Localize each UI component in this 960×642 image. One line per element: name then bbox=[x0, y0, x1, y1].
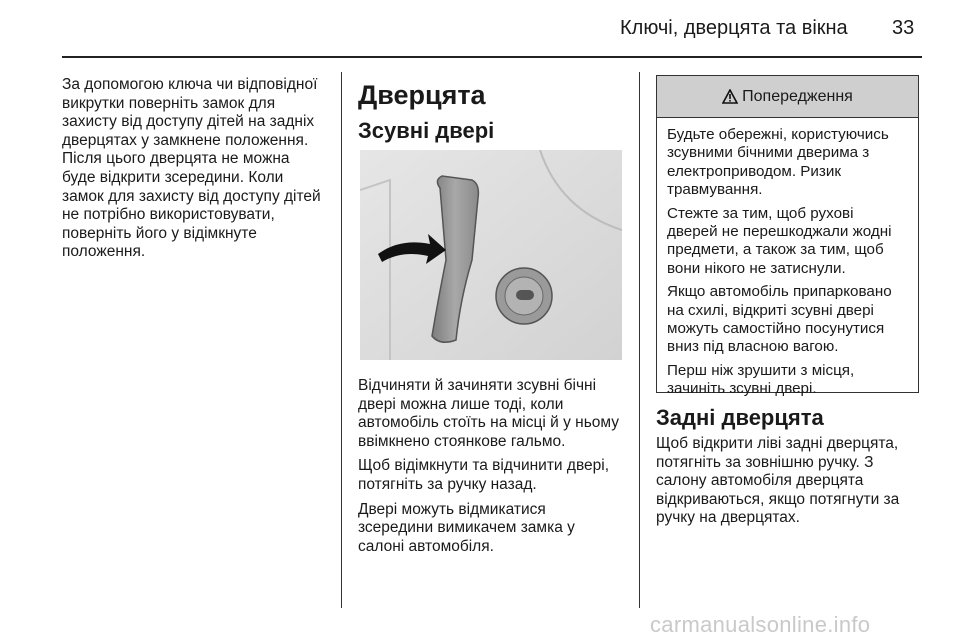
heading-rear-doors: Задні дверцята bbox=[656, 405, 824, 430]
warning-triangle-icon bbox=[722, 89, 738, 104]
middle-column-headings bbox=[358, 80, 633, 144]
warning-paragraph-2: Стежте за тим, щоб рухові дверей не перешкоджали жодні предмети, а також за тим, щоб вони нікого не затиснули. bbox=[667, 204, 892, 277]
left-column bbox=[62, 76, 337, 268]
sliding-door-paragraph-3: Двері можуть відмикатися зсередини вимикачем замка у салоні автомобіля. bbox=[358, 500, 575, 555]
column-divider-right bbox=[639, 72, 640, 608]
sliding-door-paragraph-2: Щоб відімкнути та відчинити двері, потягніть за ручку назад. bbox=[358, 457, 609, 493]
section-heading-doors: Дверцята bbox=[358, 80, 486, 110]
warning-header bbox=[657, 76, 918, 118]
sliding-door-paragraph-1: Відчиняти й зачиняти зсувні бічні двері можна лише тоді, коли автомобіль стоїть на місці й у ньому ввімкнено стоянкове гальмо. bbox=[358, 377, 619, 450]
warning-title: Попередження bbox=[742, 87, 853, 105]
child-lock-paragraph: За допомогою ключа чи відповідної викрутки поверніть замок для захисту від доступу дітей на задніх дверцятах у замкнене положення. Після цього дверцята не можна буде відкрити зсередини. Коли замок для захисту від доступу дітей не потрібно використовувати, поверніть його у відімкнуте положення. bbox=[62, 76, 321, 261]
page-number: 33 bbox=[892, 17, 915, 39]
warning-box bbox=[656, 75, 919, 398]
middle-column-body bbox=[358, 377, 633, 562]
page-header-title: Ключі, дверцята та вікна bbox=[620, 17, 848, 39]
column-divider-left bbox=[341, 72, 342, 608]
header-divider bbox=[62, 56, 922, 58]
sliding-door-handle-illustration bbox=[360, 150, 622, 360]
warning-paragraph-3: Якщо автомобіль припарковано на схилі, відкриті зсувні двері можуть самостійно посунутися вниз під власною вагою. bbox=[667, 283, 892, 356]
subheading-sliding-doors: Зсувні двері bbox=[358, 118, 495, 143]
warning-paragraph-4: Перш ніж зрушити з місця, зачиніть зсувні двері. bbox=[667, 361, 855, 398]
warning-paragraph-1: Будьте обережні, користуючись зсувними бічними дверима з електроприводом. Ризик травмування. bbox=[667, 126, 889, 199]
watermark: carmanualsonline.info bbox=[650, 612, 871, 637]
right-column-rear-doors bbox=[656, 405, 926, 534]
rear-doors-paragraph: Щоб відкрити ліві задні дверцята, потягніть за зовнішню ручку. З салону автомобіля дверцята відкриваються, якщо потягнути за ручку на дверцятах. bbox=[656, 435, 900, 527]
